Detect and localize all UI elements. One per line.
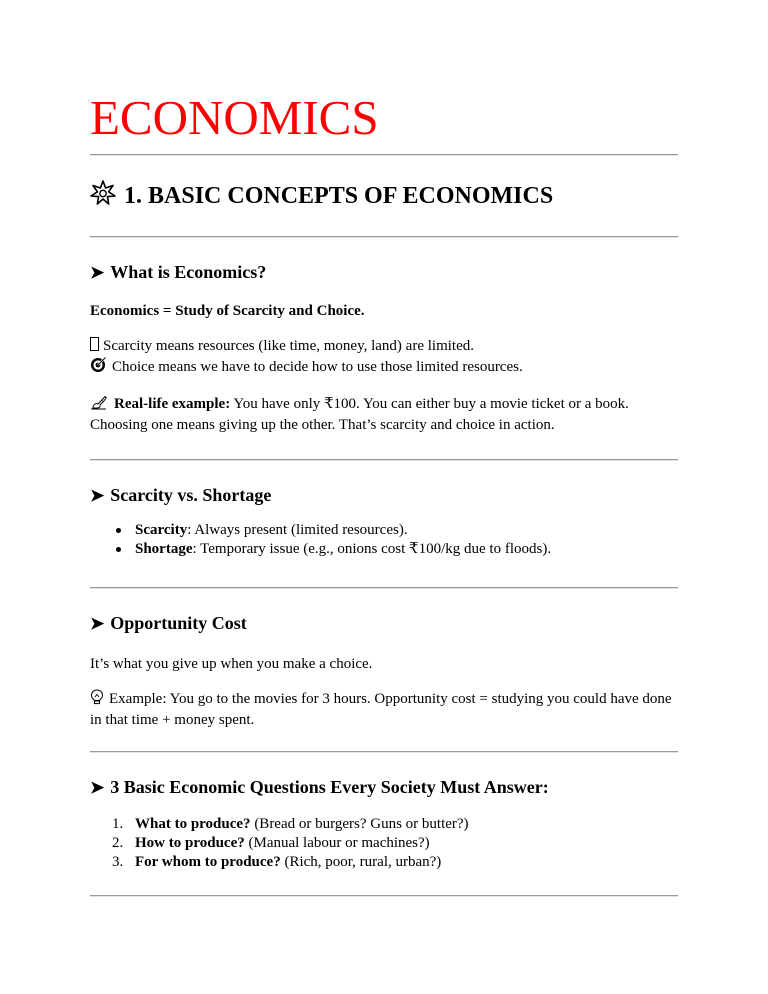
real-life-example xyxy=(90,394,680,436)
writing-hand-icon xyxy=(90,394,108,415)
economics-definition: Economics = Study of Scarcity and Choice. xyxy=(90,303,365,319)
question: How to produce? xyxy=(135,835,245,851)
example-text: You have only ₹100. You can either buy a movie ticket or a book. Choosing one means giving up the other. That’s scarcity and choice in action. xyxy=(90,396,629,434)
list-item xyxy=(90,521,551,540)
term: Scarcity xyxy=(135,522,188,538)
right-arrowhead-icon: ➤ xyxy=(90,777,105,797)
list-item xyxy=(90,834,469,853)
heading-text: What is Economics? xyxy=(110,262,267,282)
direct-hit-target-icon xyxy=(90,357,106,378)
item-number: 3. xyxy=(112,854,124,870)
choice-text: Choice means we have to decide how to use those limited resources. xyxy=(112,359,523,375)
scarcity-vs-shortage-heading xyxy=(90,485,271,506)
heading-text: Opportunity Cost xyxy=(110,613,247,633)
question-detail: (Manual labour or machines?) xyxy=(248,835,430,851)
example-text: Example: You go to the movies for 3 hours. Opportunity cost = studying you could have done in that time + money spent. xyxy=(90,691,672,729)
missing-glyph-icon xyxy=(90,337,99,351)
question: For whom to produce? xyxy=(135,854,281,870)
term: Shortage xyxy=(135,541,193,557)
scarcity-shortage-list xyxy=(90,521,551,559)
question-detail: (Rich, poor, rural, urban?) xyxy=(284,854,442,870)
term-desc: : Temporary issue (e.g., onions cost ₹100/kg due to floods). xyxy=(192,541,552,557)
divider xyxy=(90,895,678,897)
star-badge-icon xyxy=(90,180,116,213)
right-arrowhead-icon: ➤ xyxy=(90,262,105,282)
what-is-economics-heading xyxy=(90,262,266,283)
scarcity-text: Scarcity means resources (like time, money, land) are limited. xyxy=(103,338,474,354)
item-number: 2. xyxy=(112,835,124,851)
list-item xyxy=(90,853,469,872)
opportunity-cost-heading xyxy=(90,613,247,634)
light-bulb-icon xyxy=(90,689,104,710)
divider xyxy=(90,751,678,753)
basic-questions-list xyxy=(90,815,469,872)
document-title: ECONOMICS xyxy=(90,90,379,145)
section-heading xyxy=(90,180,553,213)
divider xyxy=(90,236,678,238)
divider xyxy=(90,154,678,156)
list-item xyxy=(90,815,469,834)
basic-questions-heading xyxy=(90,777,549,798)
right-arrowhead-icon: ➤ xyxy=(90,613,105,633)
example-label: Real-life example: xyxy=(114,396,231,412)
divider xyxy=(90,587,678,589)
heading-text: Scarcity vs. Shortage xyxy=(110,485,272,505)
opportunity-cost-example xyxy=(90,689,680,731)
heading-text: 3 Basic Economic Questions Every Society Must Answer: xyxy=(110,777,549,797)
question-detail: (Bread or burgers? Guns or butter?) xyxy=(254,816,469,832)
question: What to produce? xyxy=(135,816,251,832)
divider xyxy=(90,459,678,461)
right-arrowhead-icon: ➤ xyxy=(90,485,105,505)
item-number: 1. xyxy=(112,816,124,832)
section-heading-text: 1. BASIC CONCEPTS OF ECONOMICS xyxy=(124,183,554,209)
list-item xyxy=(90,540,551,559)
choice-line xyxy=(90,357,523,378)
opportunity-cost-intro: It’s what you give up when you make a choice. xyxy=(90,656,373,672)
scarcity-line xyxy=(90,336,474,357)
term-desc: : Always present (limited resources). xyxy=(187,522,408,538)
